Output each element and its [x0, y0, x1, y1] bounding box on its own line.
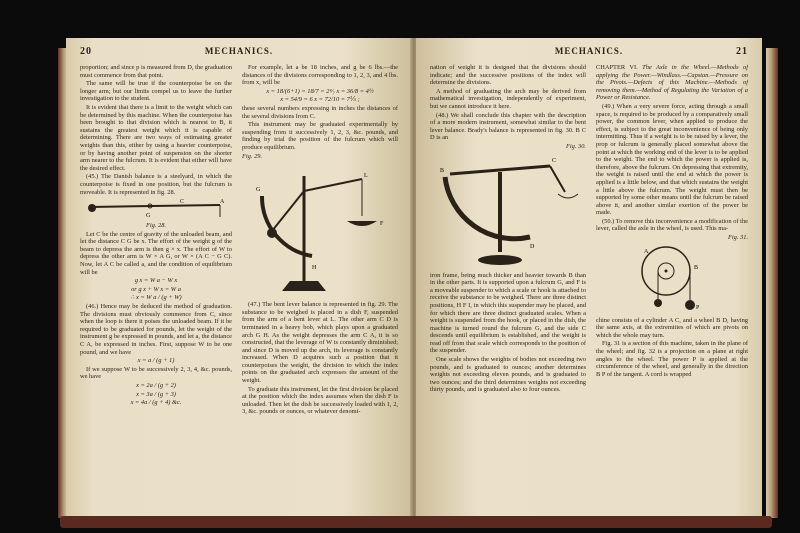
equation: x = a / (g + 1) — [137, 357, 175, 365]
paragraph: proportion; and since p is measured from D, the graduation must commence from that point. — [80, 64, 232, 79]
left-page — [66, 38, 412, 516]
svg-text:F: F — [380, 221, 384, 228]
paragraph: (47.) The bent lever balance is represented in fig. 29. The substance to be weighed is placed in a dish F, suspended from the arm of a bent lever at L. The other arm C D is terminated in a heavy bob, which plays upon a graduated arch G H. As the weight depresses the arm C A, it is so constructed, that the leverage of W is constantly diminished; and since D is moved up the arch, its leverage is constantly increased. When D acquires such a position that it counterpoises the weight, the division to which the index points on the graduated arch expresses the amount of the weight. — [242, 301, 398, 385]
fig28-danish-balance-drawing — [80, 197, 232, 221]
left-column-2 — [242, 64, 398, 512]
right-running-head — [430, 46, 748, 60]
right-column-1 — [430, 64, 586, 512]
svg-text:C: C — [180, 199, 185, 206]
paragraph: chine consists of a cylinder A C, and a wheel B D, having the same axis, at the extremities of which are pivots on which the whole may turn. — [596, 316, 748, 339]
equation: g x = W a − W x — [134, 277, 178, 285]
equation: x = 18/(6+1) = 18/7 = 2⁴⁄₇ x = 36/8 = 4½ — [266, 87, 374, 95]
paragraph: (46.) Hence may be deduced the method of graduation. The divisions must obviously commence from C, since when the loop is there it poises the unloaded beam. If it be required to be graduated for pounds, let the weight of the instrument g be expressed in pounds, and let a, the distance C A, be expressed in inches. First, suppose W to be one pound, and we have — [80, 303, 232, 356]
svg-text:B: B — [694, 264, 699, 271]
svg-text:C: C — [552, 157, 557, 164]
fig29-caption: Fig. 29. — [242, 152, 263, 160]
paragraph: (49.) When a very severe force, acting through a small space, is required to be produced by a comparatively small power, the common lever, when applied to produce the effect, is subject to the great inconvenience of being only intermitting. Thus if a weight is to be raised by a lever, the prop or fulcrum is generally placed somewhat above the point at which the working end of the lever is to be applied to the weight. The end to which the power is applied is, therefore, above the fulcrum. On depressing that extremity, the weight is raised until the end at which the power is applied is a little below, and that which sustains the weight a little above the fulcrum. The weight must then be supported by some other means until the fulcrum be raised above it, and another similar exertion of the power be made. — [596, 102, 748, 217]
paragraph: (45.) The Danish balance is a steelyard, in which the counterpoise is fixed in one position, but the fulcrum is moveable. It is represented in fig. 28. — [80, 173, 232, 196]
svg-text:H: H — [312, 265, 317, 272]
open-book — [60, 30, 772, 522]
paragraph: This instrument may be graduated experimentally by suspending from it successively 1, 2, 3, &c. pounds, and finding by trial the position of the fulcrum which will produce equilibrium. — [242, 121, 398, 151]
fig30-caption: Fig. 30. — [565, 142, 586, 150]
left-column-1 — [80, 64, 232, 512]
left-running-title: MECHANICS. — [204, 46, 274, 56]
page-edges-right — [766, 48, 778, 518]
equation: x = 3a / (g + 3) — [136, 390, 176, 398]
paragraph: For example, let a be 18 inches, and g be 6 lbs.—the distances of the divisions corresponding to 1, 2, 3, and 4 lbs. from x, will be — [242, 64, 398, 87]
chapter-number: CHAPTER VI. — [596, 64, 638, 71]
svg-text:A: A — [220, 199, 225, 206]
svg-text:B: B — [440, 167, 445, 174]
svg-text:P: P — [696, 304, 700, 311]
right-running-title: MECHANICS. — [554, 46, 624, 56]
right-page-number: 21 — [736, 46, 748, 57]
paragraph: nation of weight it is designed that the divisions should indicate; and the successive positions of the index will determine the divisions. — [430, 64, 586, 87]
right-column-2 — [596, 64, 748, 512]
svg-text:D: D — [530, 243, 535, 250]
paragraph: It is evident that there is a limit to the weight which can be determined by this machine. When the counterpoise has been brought to that division which is nearest to B, it sustains the greatest weight which it is capable of determining. There are two ways of estimating greater weights than this, either by using a heavier counterpoise, or by having another point of suspension on the shorter arm nearer to the fulcrum. It is evident that either will have the desired effect. — [80, 103, 232, 172]
svg-text:L: L — [364, 173, 368, 180]
paragraph: (50.) To remove this inconvenience a modification of the lever, called the axle in the wheel, is used. This ma- — [596, 217, 748, 233]
fig28-caption: Fig. 28. — [145, 222, 167, 230]
equation: x = 2a / (g + 2) — [136, 381, 176, 389]
chapter-heading — [596, 64, 748, 102]
svg-text:A: A — [644, 248, 649, 255]
paragraph: Fig. 31 is a section of this machine, taken in the plane of the wheel; and fig. 32 is a projection on a plane at right angles to the wheel. The power P is applied at the circumference of the wheel, and generally in the direction B P of the tangent. A cord is wrapped — [596, 340, 748, 378]
svg-text:G: G — [146, 213, 151, 220]
paragraph: Let C be the centre of gravity of the unloaded beam, and let the distance C G be x. The effort of the weight g of the beam to depress the arm is then g × x. The effort of W to depress the other arm is W × A G, or W × (A C − G C). Now, let A C be called a, and the condition of equilibrium will be — [80, 230, 232, 276]
equation: or g x + W x = W a — [131, 285, 181, 293]
paragraph: One scale shows the weights of bodies not exceeding two pounds, and is graduated to ounces; another determines weights not exceeding eleven pounds, and is graduated to two ounces; and the third determines weights not exceeding thirty pounds, and is graduated also to four ounces. — [430, 356, 586, 394]
paragraph: If we suppose W to be successively 2, 3, 4, &c. pounds, we have — [80, 365, 232, 381]
paragraph: The same will be true if the counterpoise be on the longer arm; but our limits compel us to leave the further investigation to the student. — [80, 80, 232, 103]
right-page — [416, 38, 762, 516]
paragraph: To graduate this instrument, let the first division be placed at the position which the index assumes when the dish F is unloaded. Then let the dish be successively loaded with 1, 2, 3, &c. pounds or ounces, or whatever denomi- — [242, 385, 398, 416]
paragraph: A method of graduating the arch may be derived from mathematical investigation, independently of experiment, but we cannot introduce it here. — [430, 87, 586, 110]
chapter-title: The Axle in the Wheel.—Methods of applying the Power.—Windlass.—Capstan.—Pressure on the Pivots.—Defects of this Machine.—Methods of removing them.—Method of Regulating the Variation of a Power or Resistance. — [596, 64, 748, 102]
left-page-number: 20 — [80, 46, 92, 57]
fig31-axle-wheel-drawing — [596, 243, 748, 317]
equation: x = 54/9 = 6 x = 72/10 = 7⅕ ; — [280, 96, 360, 104]
equation: x = 4a / (g + 4) &c. — [130, 399, 182, 407]
fig31-caption: Fig. 31. — [727, 234, 748, 242]
fig30-bradys-balance-drawing — [430, 152, 586, 272]
paragraph: (48.) We shall conclude this chapter with the description of a more modern instrument, somewhat similar to the bent lever balance. Brady's balance is represented in fig. 30. B C D is an — [430, 111, 586, 142]
svg-text:G: G — [256, 187, 261, 194]
paragraph: iron frame, being much thicker and heavier towards B than in the other parts. It is supported upon a fulcrum G, and F is a moveable suspender to which a scale or hook is attached to receive the substance to be weighed. There are three distinct positions, H F I, in which this suspender may be placed, and for which there are three distinct graduated scales. When a weight is suspended from the hook, or placed in the dish, the machine is turned round the fulcrum G, and the side C descends until equilibrium is established, and the weight is read off from that scale which corresponds to the position of the suspender. — [430, 271, 586, 355]
fig29-bent-lever-balance-drawing — [242, 161, 398, 301]
equation: ∴ x = W a / (g + W) — [130, 294, 182, 302]
paragraph: these several numbers expressing in inches the distances of the several divisions from C. — [242, 104, 398, 120]
left-running-head — [80, 46, 398, 60]
book-cover — [60, 516, 772, 528]
